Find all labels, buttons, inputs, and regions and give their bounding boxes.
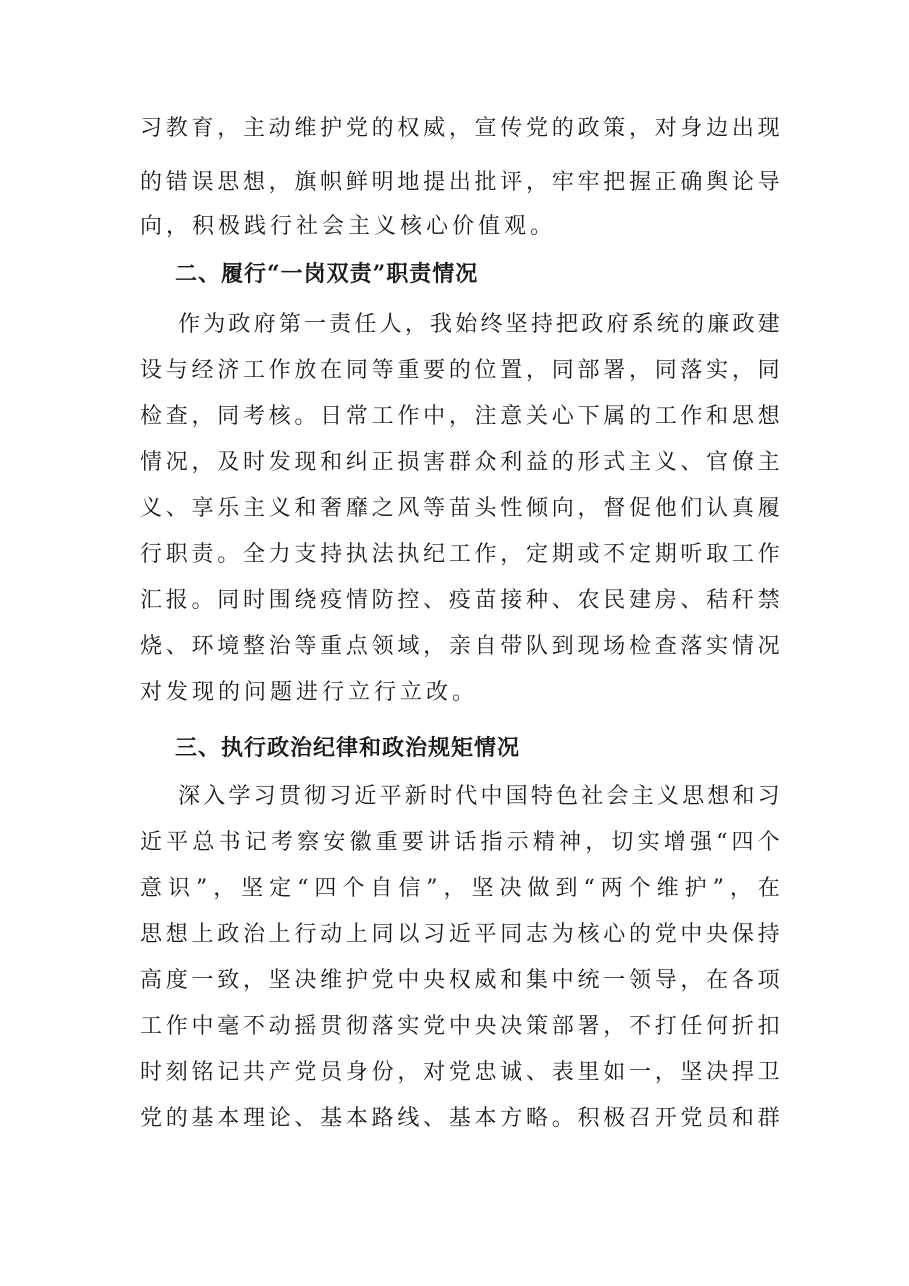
body-line: 高 度 一 致 ， 坚 决 维 护 党 中 央 权 威 和 集 中 统 一 领 导 ， 在 各 项 <box>140 968 780 993</box>
body-line: 对发现的问题进行立行立改。 <box>140 680 479 705</box>
body-line: 设 与 经 济 工 作 放 在 同 等 重 要 的 位 置 ， 同 部 署 ， 同 落 实 ， 同 <box>140 358 780 383</box>
body-line: 汇 报 。 同 时 围 绕 疫 情 防 控 、 疫 苗 接 种 、 农 民 建 房 、 秸 秆 禁 <box>140 588 780 613</box>
body-line: 烧 、 环 境 整 治 等 重 点 领 域 ， 亲 自 带 队 到 现 场 检 查 落 实 情 况 <box>140 634 780 659</box>
body-line: 检 查 ， 同 考 核 。 日 常 工 作 中 ， 注 意 关 心 下 属 的 工 作 和 思 想 <box>140 404 780 429</box>
body-line: 向，积极践行社会主义核心价值观。 <box>140 214 557 239</box>
body-line: 情 况 ， 及 时 发 现 和 纠 正 损 害 群 众 利 益 的 形 式 主 义 、 官 僚 主 <box>140 450 780 475</box>
body-line: 作 为 政 府 第 一 责 任 人 ， 我 始 终 坚 持 把 政 府 系 统 的 廉 政 建 <box>178 312 780 337</box>
body-line: 工 作 中 毫 不 动 摇 贯 彻 落 实 党 中 央 决 策 部 署 ， 不 打 任 何 折 扣 <box>140 1014 780 1039</box>
body-line: 党 的 基 本 理 论 、 基 本 路 线 、 基 本 方 略 。 积 极 召 开 党 员 和 群 <box>140 1106 780 1131</box>
body-line: 时 刻 铭 记 共 产 党 员 身 份 ， 对 党 忠 诚 、 表 里 如 一 ， 坚 决 捍 卫 <box>140 1060 780 1085</box>
body-line: 深 入 学 习 贯 彻 习 近 平 新 时 代 中 国 特 色 社 会 主 义 思 想 和 习 <box>178 784 780 809</box>
body-line: 习 教 育 ， 主 动 维 护 党 的 权 威 ， 宣 传 党 的 政 策 ， 对 身 边 出 现 <box>140 116 780 141</box>
body-line: 近 平 总 书 记 考 察 安 徽 重 要 讲 话 指 示 精 神 ， 切 实 增 强 “ 四 个 <box>140 830 780 855</box>
body-line: 思 想 上 政 治 上 行 动 上 同 以 习 近 平 同 志 为 核 心 的 党 中 央 保 持 <box>140 922 780 947</box>
section-heading: 二、履行“一岗双责”职责情况 <box>175 261 479 287</box>
body-line: 意 识 ” ， 坚 定 “ 四 个 自 信 ” ， 坚 决 做 到 “ 两 个 维 护 ” ， 在 <box>140 876 780 901</box>
body-line: 行 职 责 。 全 力 支 持 执 法 执 纪 工 作 ， 定 期 或 不 定 期 听 取 工 作 <box>140 542 780 567</box>
body-line: 义 、 享 乐 主 义 和 奢 靡 之 风 等 苗 头 性 倾 向 ， 督 促 他 们 认 真 履 <box>140 496 780 521</box>
section-heading: 三、执行政治纪律和政治规矩情况 <box>175 735 521 761</box>
body-line: 的 错 误 思 想 ， 旗 帜 鲜 明 地 提 出 批 评 ， 牢 牢 把 握 正 确 舆 论 导 <box>140 170 780 195</box>
